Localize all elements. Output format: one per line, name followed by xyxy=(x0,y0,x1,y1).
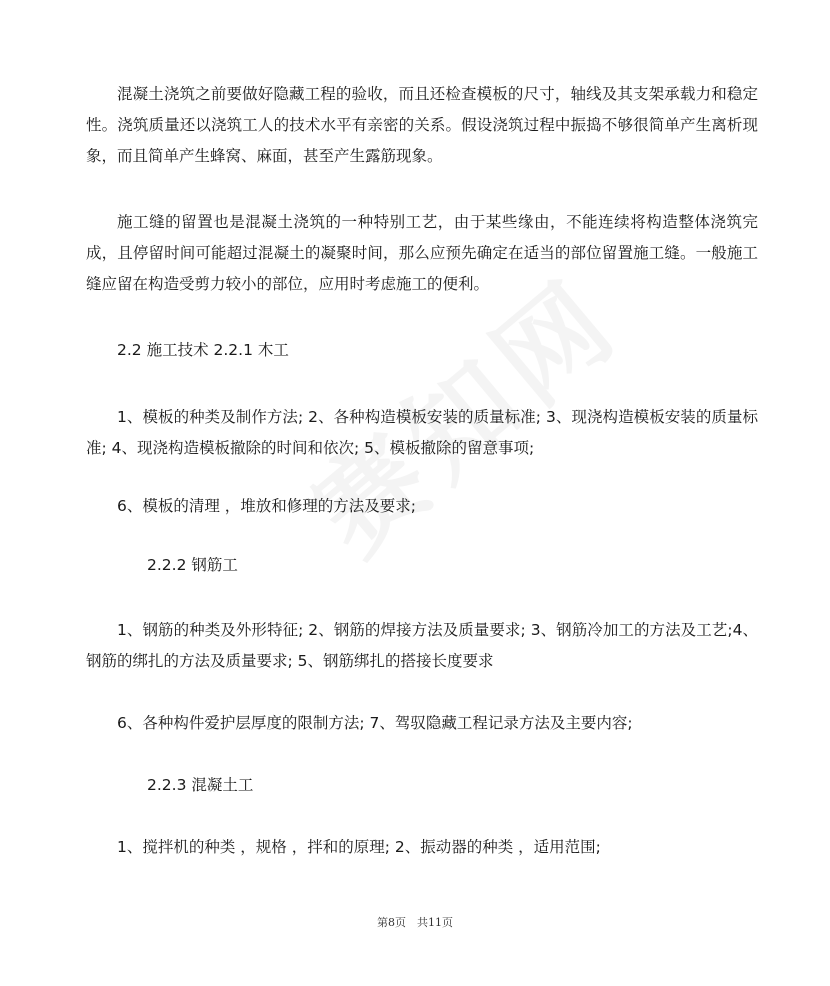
paragraph-cover-thickness: 6、各种构件爱护层厚度的限制方法; 7、驾驭隐藏工程记录方法及主要内容; xyxy=(117,714,633,732)
paragraph-mixer-list: 1、搅拌机的种类 ，规格 ，拌和的原理; 2、振动器的种类 ，适用范围; xyxy=(117,838,601,856)
paragraph-formwork-list: 1、模板的种类及制作方法; 2、各种构造模板安装的质量标准; 3、现浇构造模板安装的质量标准; 4、现浇构造模板撤除的时间和依次; 5、模板撤除的留意事项; xyxy=(86,408,758,457)
page-number: 第8页 共11页 xyxy=(377,916,453,929)
paragraph-rebar-list: 1、钢筋的种类及外形特征; 2、钢筋的焊接方法及质量要求; 3、钢筋冷加工的方法及工艺;4、钢筋的绑扎的方法及质量要求; 5、钢筋绑扎的搭接长度要求 xyxy=(86,621,758,670)
paragraph-construction-joint: 施工缝的留置也是混凝土浇筑的一种特别工艺，由于某些缘由，不能连续将构造整体浇筑完成，且停留时间可能超过混凝土的凝聚时间，那么应预先确定在适当的部位留置施工缝。一般施工缝应留在构造受剪力较小的部位，应用时考虑施工的便利。 xyxy=(86,213,758,293)
paragraph-formwork-cleaning: 6、模板的清理 ，堆放和修理的方法及要求; xyxy=(117,497,417,515)
paragraph-concrete-pouring: 混凝土浇筑之前要做好隐藏工程的验收，而且还检查模板的尺寸，轴线及其支架承载力和稳定性。浇筑质量还以浇筑工人的技术水平有亲密的关系。假设浇筑过程中振捣不够很简单产生离析现象，而且简单产生蜂窝、麻面，甚至产生露筋现象。 xyxy=(86,85,758,165)
heading-rebar: 2.2.2 钢筋工 xyxy=(147,556,238,574)
heading-concrete-work: 2.2.3 混凝土工 xyxy=(147,776,254,794)
heading-carpentry: 2.2 施工技术 2.2.1 木工 xyxy=(117,341,289,359)
